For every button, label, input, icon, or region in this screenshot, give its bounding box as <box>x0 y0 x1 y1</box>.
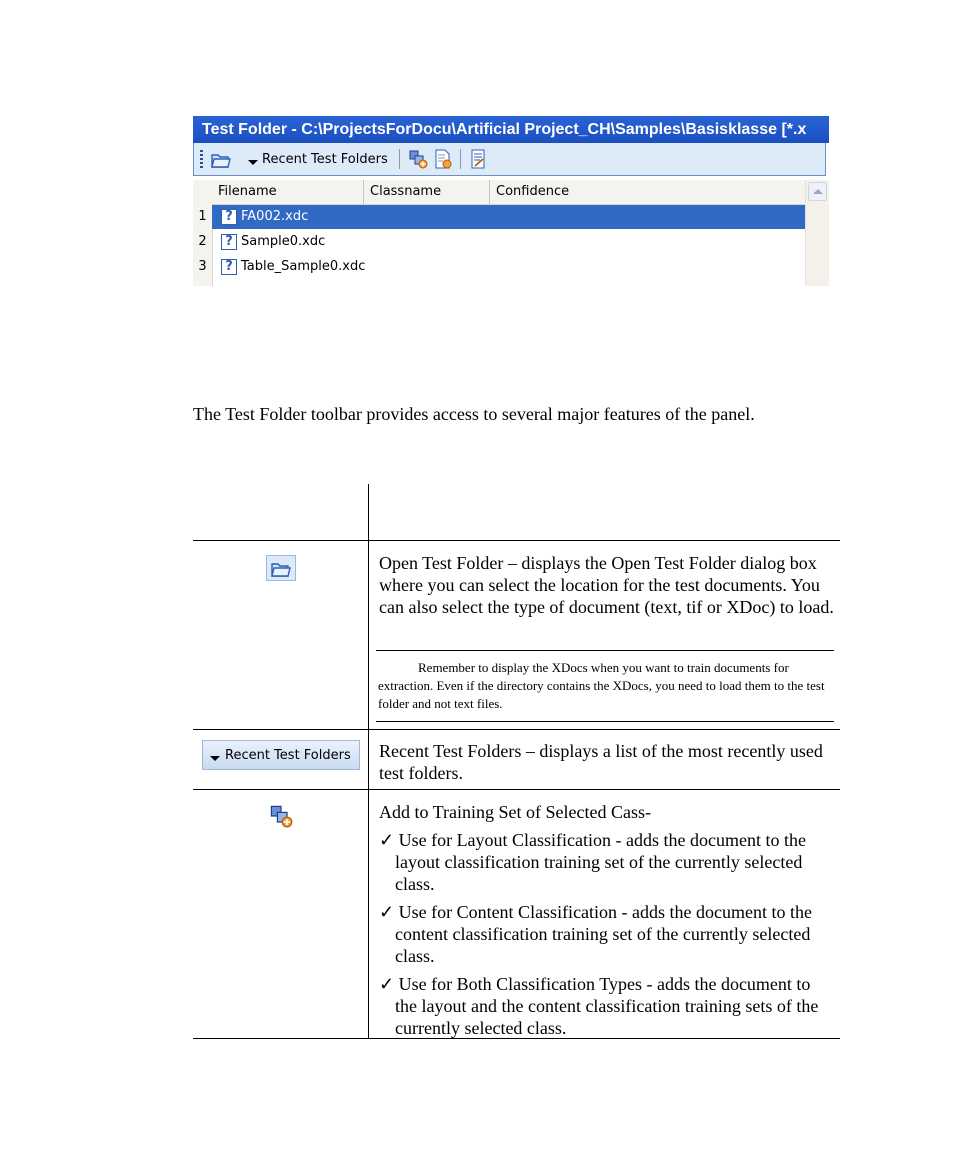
toolbar-separator <box>399 149 400 169</box>
unknown-document-icon: ? <box>221 259 237 275</box>
recent-test-folders-label: Recent Test Folders <box>262 151 388 167</box>
properties-icon <box>469 149 487 169</box>
open-folder-icon <box>271 560 291 577</box>
row-number: 2 <box>198 234 207 249</box>
table-rule <box>193 540 840 541</box>
column-header-filename[interactable]: Filename <box>212 180 364 204</box>
recent-folders-text: Recent Test Folders – displays a list of the most recently used test folders. <box>379 741 823 783</box>
training-set-icon-cell <box>268 804 294 833</box>
unknown-document-icon: ? <box>221 234 237 250</box>
properties-button[interactable] <box>466 146 490 172</box>
training-set-icon <box>268 804 294 828</box>
filename-text: Sample0.xdc <box>241 234 326 249</box>
note-rule <box>376 721 834 722</box>
recent-folders-icon-cell <box>202 740 360 770</box>
grid-header <box>193 180 805 205</box>
recent-folders-description <box>379 740 835 790</box>
note-text: Remember to display the XDocs when you want to train documents for extraction. Even if the directory contains the XDocs, you need to load them to the test folder and not text files. <box>378 660 825 711</box>
scroll-up-button[interactable] <box>808 182 827 201</box>
add-document-button[interactable] <box>431 146 455 172</box>
vertical-scrollbar[interactable] <box>805 180 829 286</box>
row-filename <box>221 205 308 229</box>
open-folder-description <box>379 552 835 624</box>
training-set-icon <box>408 149 428 169</box>
table-row[interactable] <box>193 230 805 254</box>
file-grid <box>193 180 829 286</box>
test-folder-panel <box>193 116 829 286</box>
layout-classification-item: ✓ Use for Layout Classification - adds the document to the layout classification training set of the currently selected class. <box>379 830 806 894</box>
table-column-divider <box>368 484 369 1039</box>
dropdown-arrow-icon <box>210 756 220 761</box>
test-folder-toolbar <box>193 143 826 176</box>
open-folder-icon-cell <box>266 555 296 581</box>
panel-title: Test Folder - C:\ProjectsForDocu\Artificial Project_CH\Samples\Basisklasse [*.x <box>193 116 829 143</box>
recent-sample-label: Recent Test Folders <box>225 747 351 763</box>
table-row[interactable] <box>193 205 805 229</box>
recent-test-folders-button[interactable] <box>248 152 388 167</box>
row-number: 3 <box>198 259 207 274</box>
toolbar-grip[interactable] <box>200 150 203 168</box>
document-add-icon <box>434 149 452 169</box>
note-rule <box>376 650 834 651</box>
dropdown-arrow-icon <box>248 160 258 165</box>
add-to-training-set-button[interactable] <box>405 146 431 172</box>
column-header-classname[interactable]: Classname <box>364 180 490 204</box>
row-filename <box>221 255 365 279</box>
intro-paragraph: The Test Folder toolbar provides access to several major features of the panel. <box>193 404 755 424</box>
content-classification-item: ✓ Use for Content Classification - adds the document to the content classification training set of the currently selected class. <box>379 902 812 966</box>
filename-text: FA002.xdc <box>241 209 309 224</box>
recent-test-folders-sample <box>202 740 360 770</box>
table-rule <box>193 729 840 730</box>
both-classification-item: ✓ Use for Both Classification Types - adds the document to the layout and the content classification training sets of the currently selected class. <box>379 974 819 1038</box>
open-folder-button[interactable] <box>208 146 234 172</box>
row-number: 1 <box>198 209 207 224</box>
unknown-document-icon: ? <box>221 209 237 225</box>
column-header-confidence[interactable]: Confidence <box>496 184 570 199</box>
training-set-heading: Add to Training Set of Selected Cass- <box>379 802 651 822</box>
training-set-description <box>379 801 835 1045</box>
open-folder-sample <box>266 555 296 581</box>
toolbar-separator-2 <box>460 149 461 169</box>
open-folder-text: Open Test Folder – displays the Open Test Folder dialog box where you can select the location for the test documents. You can also select the type of document (text, tif or XDoc) to load. <box>379 553 834 617</box>
filename-text: Table_Sample0.xdc <box>241 259 366 274</box>
table-row[interactable] <box>193 255 805 279</box>
open-folder-icon <box>211 151 231 168</box>
row-filename <box>221 230 325 254</box>
